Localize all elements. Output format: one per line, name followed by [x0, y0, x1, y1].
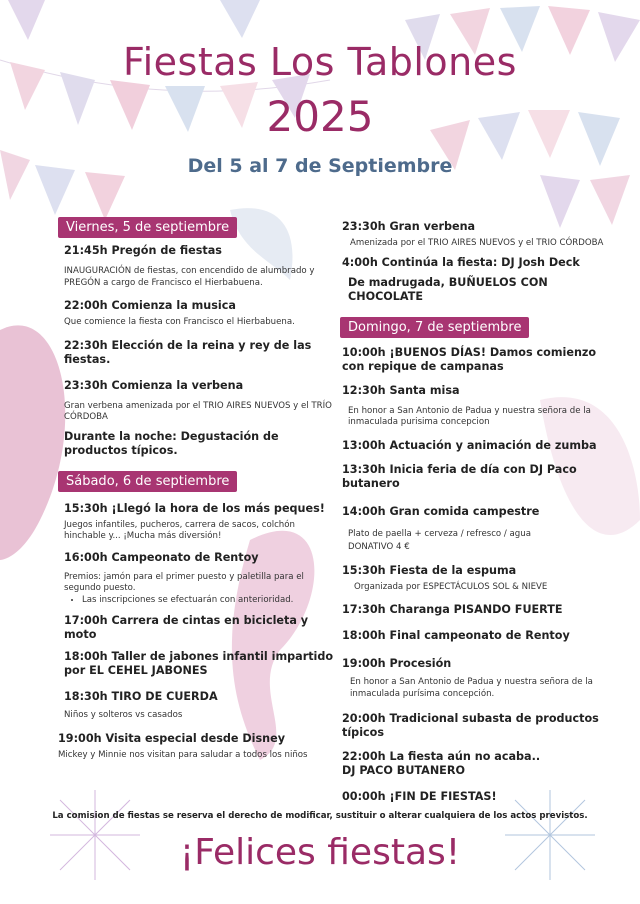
- event-bullet: • Las inscripciones se efectuarán con anterioridad.: [82, 595, 334, 607]
- event-title: 12:30h Santa misa: [342, 383, 460, 397]
- day-label-viernes: Viernes, 5 de septiembre: [58, 217, 237, 238]
- event-desc: Amenizada por el TRIO AIRES NUEVOS y el TRIO CÓRDOBA: [350, 238, 604, 248]
- event-item: [342, 463, 622, 491]
- event-title: 15:30h Fiesta de la espuma: [342, 563, 517, 577]
- event-item: [342, 256, 622, 270]
- event-item: [64, 430, 334, 458]
- day-label-sabado: Sábado, 6 de septiembre: [58, 471, 237, 492]
- event-desc: Que comience la fiesta con Francisco el Hierbabuena.: [64, 317, 295, 327]
- event-item: [342, 346, 622, 374]
- event-title: 13:30h Inicia feria de día con DJ Paco butanero: [342, 462, 577, 490]
- event-desc: Gran verbena amenizada por el TRIO AIRES NUEVOS y el TRÍO CÓRDOBA: [64, 400, 332, 422]
- event-title: Durante la noche: Degustación de productos típicos.: [64, 429, 279, 457]
- disclaimer-note: La comision de fiestas se reserva el derecho de modificar, sustituir o alterar cualquiera de los actos previstos.: [52, 811, 588, 821]
- event-item: [64, 244, 334, 289]
- event-item: [342, 712, 622, 740]
- event-item: [58, 732, 334, 762]
- event-item: [64, 614, 334, 642]
- event-title: 4:00h Continúa la fiesta: DJ Josh Deck: [342, 255, 580, 269]
- event-item: [342, 220, 622, 250]
- event-title: 16:00h Campeonato de Rentoy: [64, 550, 259, 564]
- event-item: [348, 276, 622, 304]
- event-item: [64, 502, 334, 543]
- event-bullet-list: [64, 595, 334, 607]
- event-item: [64, 299, 334, 329]
- event-item: [342, 384, 622, 429]
- event-item: [342, 564, 622, 594]
- event-desc: [64, 572, 334, 607]
- felices-fiestas-heading: ¡Felices fiestas!: [179, 832, 461, 873]
- event-title: 23:30h Comienza la verbena: [64, 378, 244, 392]
- event-desc-text: Premios: jamón para el primer puesto y paletilla para el segundo puesto.: [64, 571, 304, 593]
- event-desc-donation: DONATIVO 4 €: [348, 542, 410, 552]
- event-title: 22:00h Comienza la musica: [64, 299, 236, 312]
- poster-year: 2025: [266, 92, 374, 141]
- event-title: 19:00h Visita especial desde Disney: [58, 731, 286, 745]
- event-title: 18:00h Taller de jabones infantil impartido por EL CEHEL JABONES: [64, 650, 334, 677]
- event-title: 18:00h Final campeonato de Rentoy: [342, 629, 570, 642]
- event-desc: Plato de paella + cerveza / refresco / agua: [348, 528, 531, 539]
- event-desc: Juegos infantiles, pucheros, carrera de sacos, colchón hinchable y... ¡Mucha más diversión!: [64, 519, 295, 541]
- event-item: [342, 505, 622, 554]
- event-title: 23:30h Gran verbena: [342, 220, 476, 233]
- event-title: 19:00h Procesión: [342, 657, 452, 670]
- event-title: 13:00h Actuación y animación de zumba: [342, 438, 597, 452]
- event-desc: Niños y solteros vs casados: [64, 710, 183, 720]
- event-title: De madrugada, BUÑUELOS CON CHOCOLATE: [348, 275, 548, 303]
- event-item: [64, 650, 334, 678]
- event-item: [342, 790, 622, 804]
- event-title: 22:00h La fiesta aún no acaba..: [342, 750, 541, 763]
- event-item: [342, 657, 622, 700]
- event-desc: Mickey y Minnie nos visitan para saludar a todos los niños: [58, 749, 308, 760]
- event-desc: Organizada por ESPECTÁCULOS SOL & NIEVE: [354, 581, 548, 592]
- event-title: 14:00h Gran comida campestre: [342, 504, 540, 518]
- event-title: 15:30h ¡Llegó la hora de los más peques!: [64, 501, 325, 515]
- event-title: 18:30h TIRO DE CUERDA: [64, 690, 218, 703]
- left-column: [58, 216, 334, 761]
- event-item: [64, 690, 334, 722]
- event-title-dj: DJ PACO BUTANERO: [342, 764, 465, 777]
- event-title: 17:30h Charanga PISANDO FUERTE: [342, 603, 563, 616]
- event-item: [342, 750, 622, 778]
- event-title: 17:00h Carrera de cintas en bicicleta y moto: [64, 614, 309, 641]
- event-title: 22:30h Elección de la reina y rey de las fiestas.: [64, 338, 312, 366]
- day-label-domingo: Domingo, 7 de septiembre: [340, 317, 529, 338]
- event-title: 20:00h Tradicional subasta de productos típicos: [342, 712, 599, 739]
- event-item: [64, 379, 334, 424]
- event-title: 10:00h ¡BUENOS DÍAS! Damos comienzo con repique de campanas: [342, 345, 597, 373]
- festival-dates: Del 5 al 7 de Septiembre: [187, 155, 453, 177]
- event-desc: INAUGURACIÓN de fiestas, con encendido de alumbrado y PREGÓN a cargo de Francisco el Hierbabuena.: [64, 266, 315, 288]
- event-item: [64, 339, 334, 367]
- right-column: [342, 216, 622, 804]
- event-item: [342, 603, 622, 617]
- event-desc: En honor a San Antonio de Padua y nuestra señora de la inmaculada purisima concepcion: [348, 405, 591, 427]
- event-desc: En honor a San Antonio de Padua y nuestra señora de la inmaculada purísima concepción.: [350, 677, 593, 699]
- event-item: [342, 439, 622, 453]
- event-title: 00:00h ¡FIN DE FIESTAS!: [342, 790, 497, 803]
- poster-title: Fiestas Los Tablones: [123, 40, 517, 84]
- event-item: [342, 629, 622, 643]
- event-title: 21:45h Pregón de fiestas: [64, 244, 222, 257]
- event-item: [64, 551, 334, 607]
